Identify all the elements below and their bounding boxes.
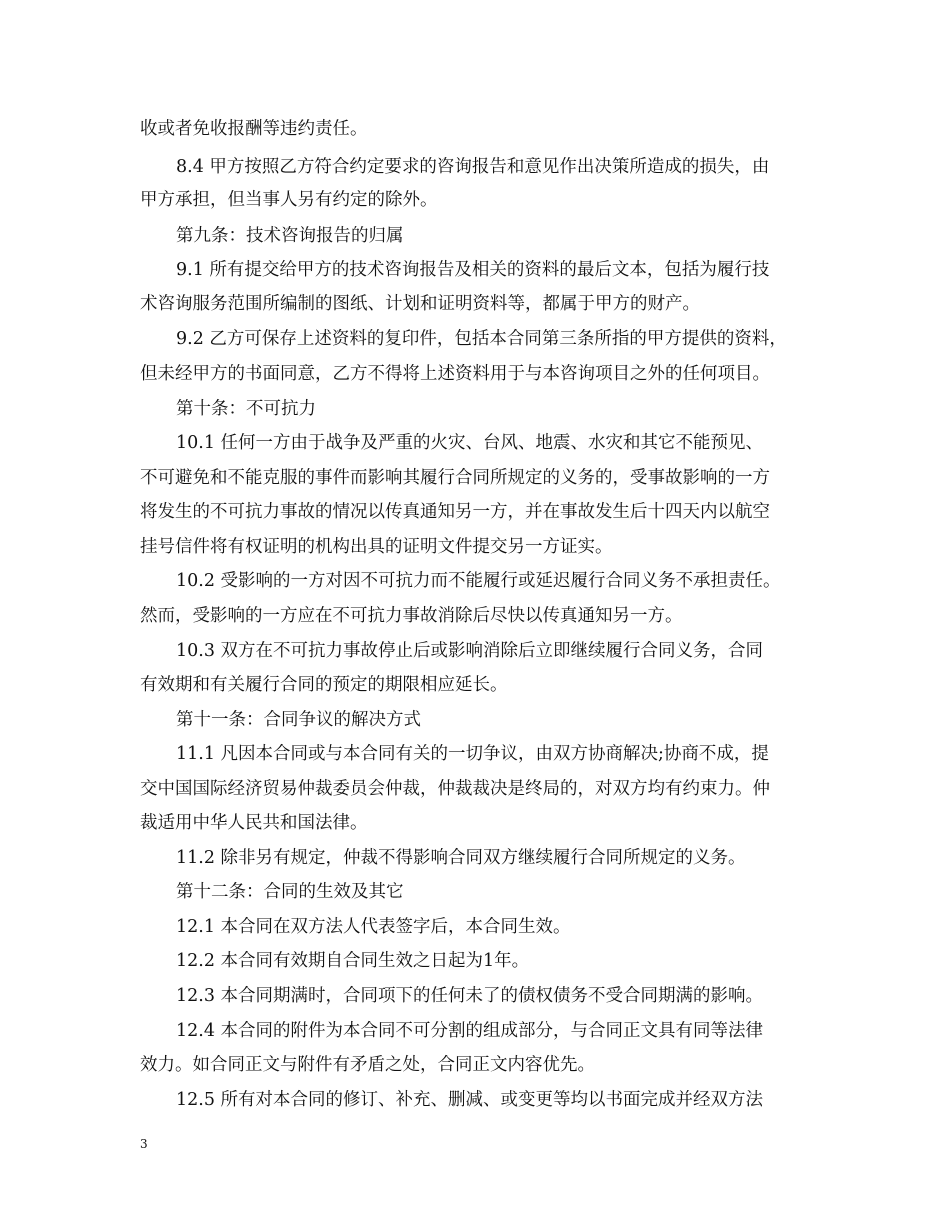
text-line: 挂号信件将有权证明的机构出具的证明文件提交另一方证实。 [140,537,613,557]
text-line: 不可避免和不能克服的事件而影响其履行合同所规定的义务的，受事故影响的一方 [140,468,770,488]
section-heading: 第十条：不可抗力 [176,399,316,419]
text-line: 9.1 所有提交给甲方的技术咨询报告及相关的资料的最后文本，包括为履行技 [176,260,770,280]
section-heading: 第十一条：合同争议的解决方式 [176,710,421,730]
text-line: 交中国国际经济贸易仲裁委员会仲裁，仲裁裁决是终局的，对双方均有约束力。仲 [140,779,770,799]
text-line: 10.2 受影响的一方对因不可抗力而不能履行或延迟履行合同义务不承担责任。 [176,571,781,591]
text-line: 有效期和有关履行合同的预定的期限相应延长。 [140,675,508,695]
text-line: 8.4 甲方按照乙方符合约定要求的咨询报告和意见作出决策所造成的损失，由 [176,157,770,177]
text-line: 12.1 本合同在双方法人代表签字后，本合同生效。 [176,917,571,937]
text-line: 12.5 所有对本合同的修订、补充、删减、或变更等均以书面完成并经双方法 [176,1090,764,1110]
text-line: 12.4 本合同的附件为本合同不可分割的组成部分，与合同正文具有同等法律 [176,1021,764,1041]
text-line: 甲方承担，但当事人另有约定的除外。 [140,190,438,210]
text-line: 效力。如合同正文与附件有矛盾之处，合同正文内容优先。 [140,1055,595,1075]
text-line: 11.2 除非另有规定，仲裁不得影响合同双方继续履行合同所规定的义务。 [176,848,746,868]
text-line: 10.3 双方在不可抗力事故停止后或影响消除后立即继续履行合同义务，合同 [176,641,764,661]
text-line: 裁适用中华人民共和国法律。 [140,813,368,833]
text-line: 但未经甲方的书面同意，乙方不得将上述资料用于与本咨询项目之外的任何项目。 [140,364,770,384]
text-line: 12.3 本合同期满时，合同项下的任何未了的债权债务不受合同期满的影响。 [176,986,764,1006]
text-line: 10.1 任何一方由于战争及严重的火灾、台风、地震、水灾和其它不能预见、 [176,433,764,453]
text-line: 12.2 本合同有效期自合同生效之日起为1年。 [176,951,530,971]
text-line: 9.2 乙方可保存上述资料的复印件，包括本合同第三条所指的甲方提供的资料， [176,329,787,349]
section-heading: 第九条：技术咨询报告的归属 [176,226,404,246]
text-line: 收或者免收报酬等违约责任。 [140,119,368,139]
text-line: 11.1 凡因本合同或与本合同有关的一切争议，由双方协商解决;协商不成，提 [176,744,769,764]
text-line: 将发生的不可抗力事故的情况以传真通知另一方，并在事故发生后十四天内以航空 [140,502,770,522]
text-line: 术咨询服务范围所编制的图纸、计划和证明资料等，都属于甲方的财产。 [140,294,700,314]
text-line: 然而，受影响的一方应在不可抗力事故消除后尽快以传真通知另一方。 [140,606,683,626]
section-heading: 第十二条：合同的生效及其它 [176,882,404,902]
page-number: 3 [140,1137,148,1151]
